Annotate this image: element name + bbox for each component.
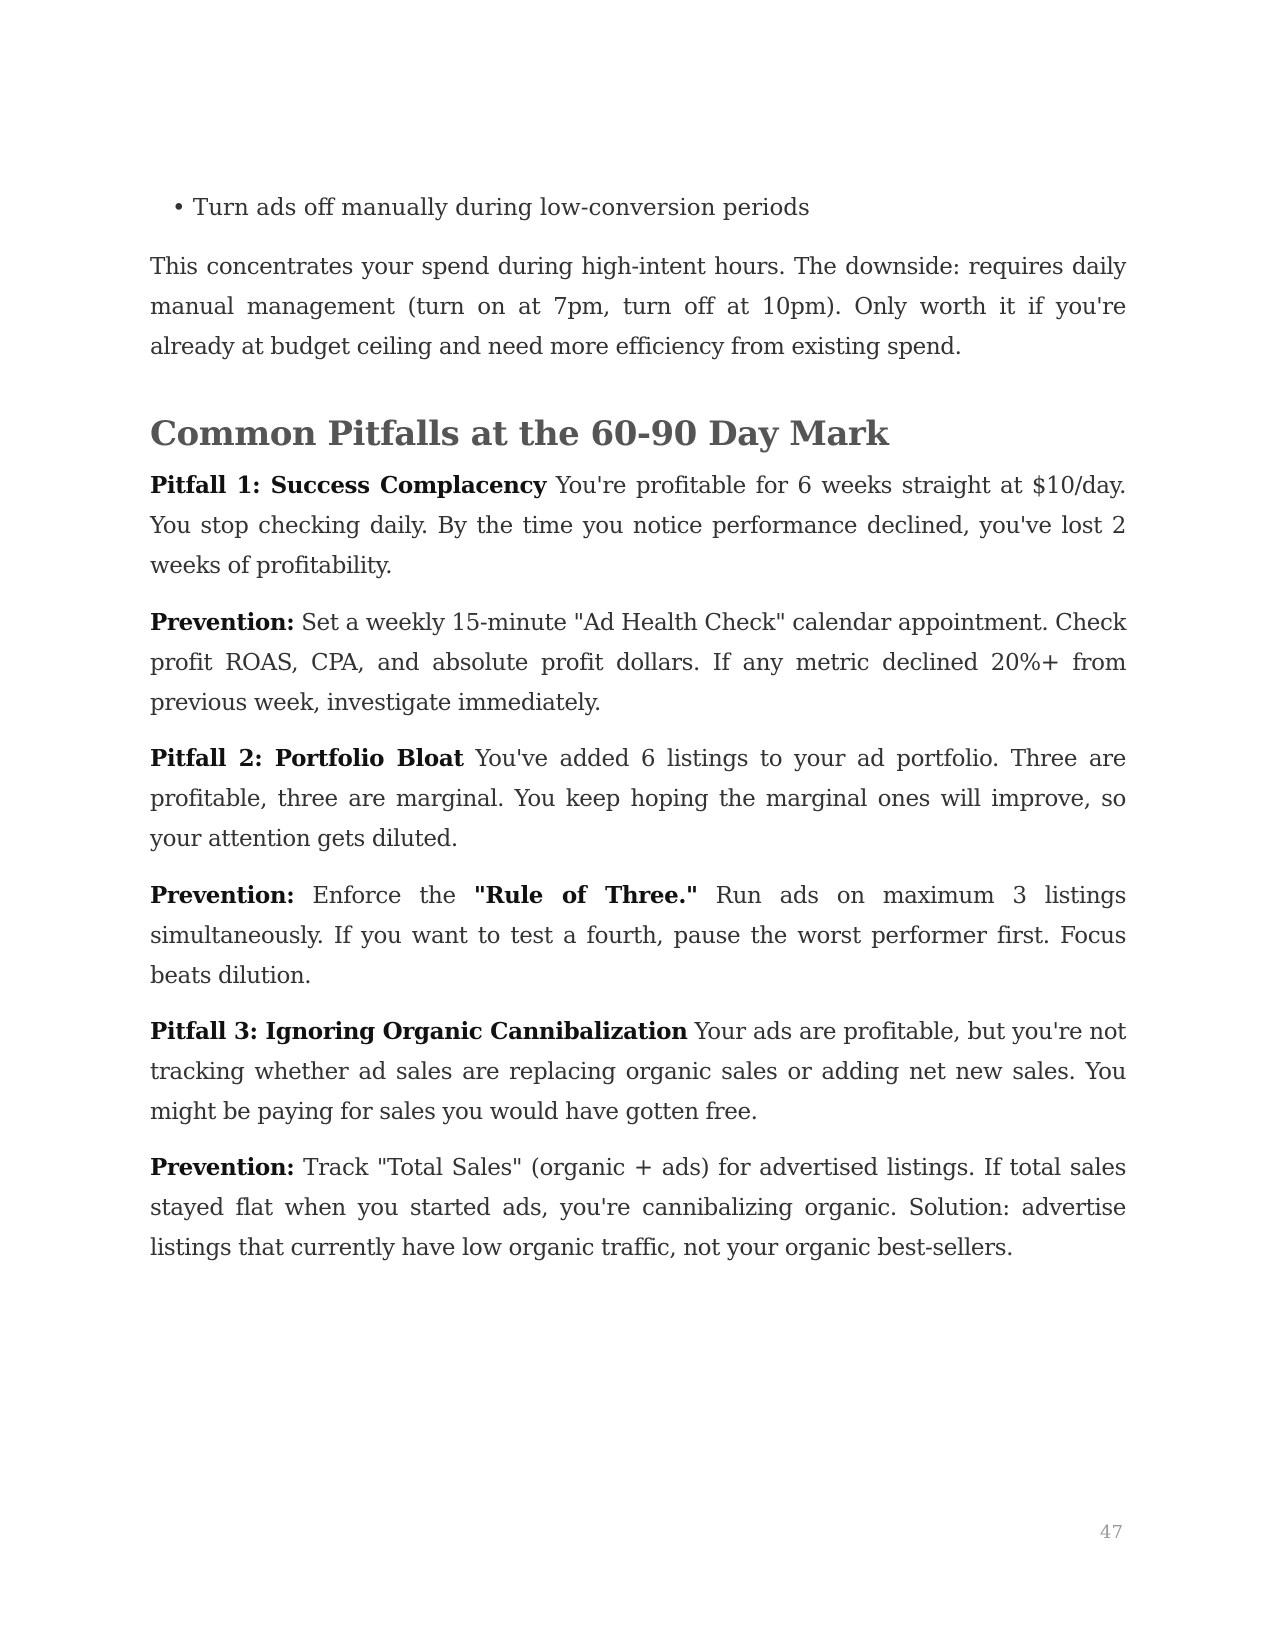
- prevention-3-paragraph: [150, 1148, 1126, 1268]
- prevention-1-text: Set a weekly 15-minute "Ad Health Check" calendar appointment. Check profit ROAS, CPA, and absolute profit dollars. If any metric declined 20%+ from previous week, investigate immediately.: [150, 610, 1126, 716]
- prevention-2-text-before: Enforce the: [294, 883, 474, 909]
- pitfall-3-text: Your ads are profitable, but you're not tracking whether ad sales are replacing organic sales or adding net new sales. You might be paying for sales you would have gotten free.: [150, 1019, 1126, 1125]
- bullet-item: • Turn ads off manually during low-conversion periods: [172, 195, 810, 221]
- section-heading: Common Pitfalls at the 60-90 Day Mark: [150, 414, 889, 454]
- pitfall-1-title: Pitfall 1: Success Complacency: [150, 472, 547, 499]
- page-number: 47: [1100, 1522, 1123, 1543]
- intro-paragraph: This concentrates your spend during high-intent hours. The downside: requires daily manual management (turn on at 7pm, turn off at 10pm). Only worth it if you're already at budget ceiling and need more efficiency from existing spend.: [150, 254, 1126, 360]
- pitfall-1-text: You're profitable for 6 weeks straight at $10/day. You stop checking daily. By the time you notice performance declined, you've lost 2 weeks of profitability.: [150, 473, 1127, 579]
- pitfall-2-paragraph: [150, 739, 1126, 859]
- prevention-1-title: Prevention:: [150, 609, 295, 636]
- prevention-2-paragraph: [150, 876, 1126, 996]
- pitfall-2-text: You've added 6 listings to your ad portfolio. Three are profitable, three are marginal. You keep hoping the marginal ones will improve, so your attention gets diluted.: [150, 746, 1126, 852]
- pitfall-3-title: Pitfall 3: Ignoring Organic Cannibalization: [150, 1018, 688, 1045]
- pitfall-1-paragraph: [150, 466, 1126, 586]
- bullet-text: Turn ads off manually during low-conversion periods: [192, 195, 810, 221]
- prevention-3-text: Track "Total Sales" (organic + ads) for advertised listings. If total sales stayed flat when you started ads, you're cannibalizing organic. Solution: advertise listings that currently have low organic traffic, not your organic best-sellers.: [150, 1155, 1126, 1261]
- prevention-2-text: Run ads on maximum 3 listings simultaneously. If you want to test a fourth, pause the worst performer first. Focus beats dilution.: [150, 883, 1126, 989]
- pitfall-3-paragraph: [150, 1012, 1126, 1132]
- prevention-3-title: Prevention:: [150, 1154, 295, 1181]
- pitfall-2-title: Pitfall 2: Portfolio Bloat: [150, 745, 464, 772]
- rule-of-three: "Rule of Three.": [473, 882, 698, 909]
- prevention-2-title: Prevention:: [150, 882, 295, 909]
- prevention-1-paragraph: [150, 603, 1126, 723]
